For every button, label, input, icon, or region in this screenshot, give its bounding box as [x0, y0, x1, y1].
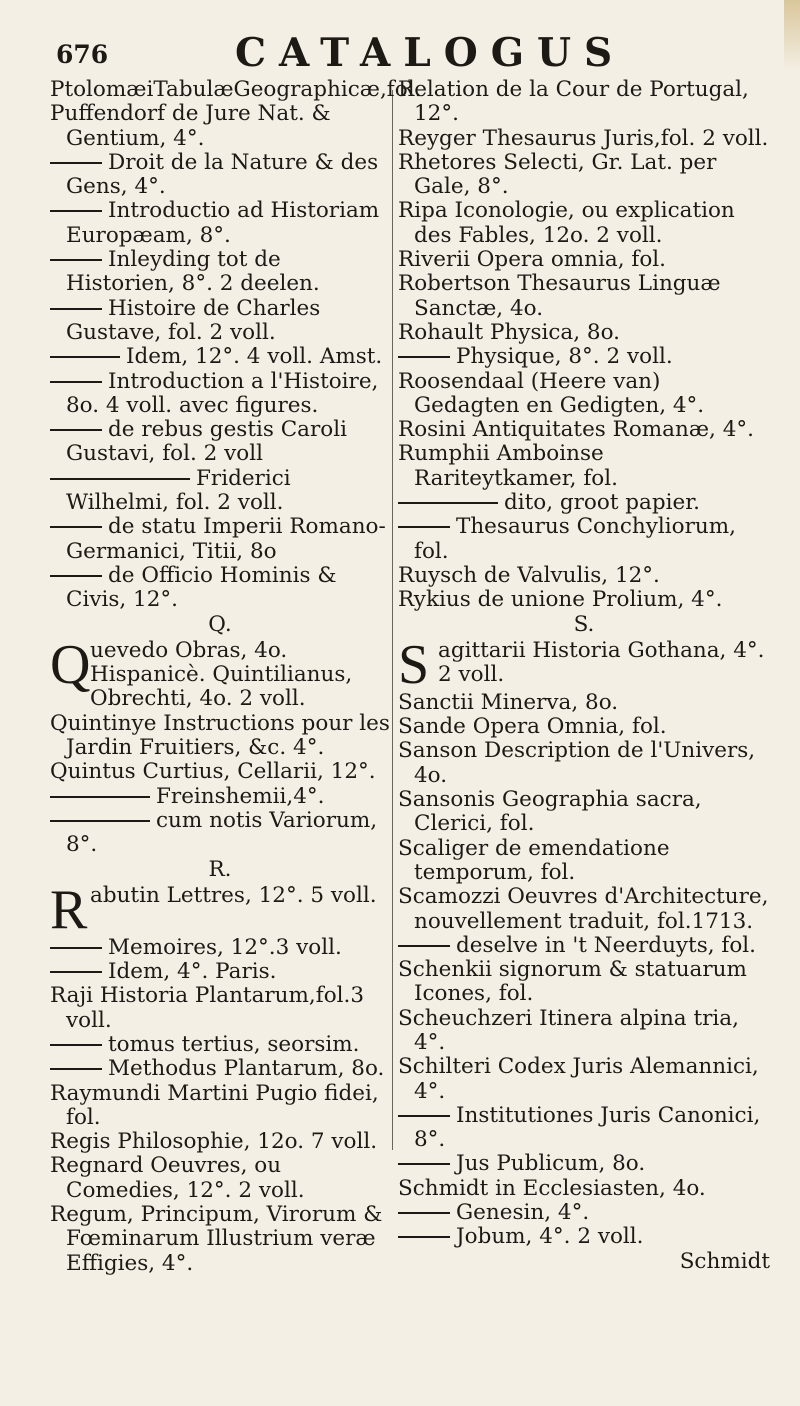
- ditto-dash: [50, 356, 120, 358]
- catalogue-entry: [50, 1033, 390, 1057]
- catalogue-entry: [50, 960, 390, 984]
- entry-text: Freinshemii,4°.: [156, 783, 325, 809]
- ditto-dash: [398, 356, 450, 358]
- entry-text: Sansonis Geographia sacra, Clerici, fol.: [398, 787, 702, 837]
- catalogue-entry: [398, 1225, 770, 1249]
- catalogue-entry: [398, 837, 770, 886]
- left-entries-p: [50, 77, 422, 613]
- dropcap-q: Q: [50, 633, 91, 696]
- entry-text: Raji Historia Plantarum,fol.3 voll.: [50, 983, 365, 1033]
- entry-text: Idem, 12°. 4 voll. Amst.: [126, 344, 383, 370]
- entry-text: Rhetores Selecti, Gr. Lat. per Gale, 8°.: [398, 149, 717, 200]
- catalogue-entry: [50, 418, 390, 467]
- entry-text: Roosendaal (Heere van) Gedagten en Gedigten, 4°.: [398, 368, 705, 418]
- entry-text: Introductio ad Historiam Europæam, 8°.: [66, 198, 380, 248]
- catalogue-entry: [50, 809, 390, 858]
- catalogue-entry: [50, 1154, 390, 1203]
- left-column: [50, 77, 422, 1276]
- catalogue-entry: [50, 1082, 390, 1131]
- catalogue-entry: abutin Lettres, 12°. 5 voll.: [90, 882, 377, 908]
- catalogue-entry: [398, 78, 770, 127]
- entry-text: Scheuchzeri Itinera alpina tria, 4°.: [398, 1005, 739, 1055]
- section-letter-s: S.: [573, 611, 595, 637]
- entry-text: Quintus Curtius, Cellarii, 12°.: [50, 759, 376, 785]
- catalogue-entry: [50, 564, 390, 613]
- ditto-dash: [50, 259, 102, 261]
- dropcap-r: R: [50, 878, 88, 941]
- entry-text: Regum, Principum, Virorum & Fœminarum Illustrium veræ Effigies, 4°.: [50, 1202, 383, 1276]
- ditto-dash: [398, 502, 498, 504]
- catalogue-entry: [50, 370, 390, 419]
- entry-text: Memoires, 12°.3 voll.: [108, 934, 342, 960]
- catalogue-entry: [50, 785, 390, 809]
- catalogue-entry: [50, 936, 390, 960]
- ditto-dash: [398, 1163, 450, 1165]
- ditto-dash: [398, 1212, 450, 1214]
- catalogue-entry: [398, 1177, 770, 1201]
- catalogue-entry: [398, 1104, 770, 1153]
- section-letter-r: R.: [208, 856, 232, 882]
- entry-text: Sande Opera Omnia, fol.: [398, 714, 667, 740]
- catchword: Schmidt: [679, 1248, 770, 1274]
- catalogue-entry: [398, 272, 770, 321]
- ditto-dash: [50, 162, 102, 164]
- ditto-dash: [50, 429, 102, 431]
- entry-text: Puffendorf de Jure Nat. & Gentium, 4°.: [50, 101, 331, 151]
- entry-text: Sanson Description de l'Univers, 4o.: [398, 738, 756, 788]
- entry-text: de statu Imperii Romano-Germanici, Titii, 8o: [66, 514, 386, 564]
- catalogue-entry: [50, 151, 390, 200]
- entry-text: Ripa Iconologie, ou explication des Fables, 12o. 2 voll.: [398, 198, 735, 248]
- entry-text: cum notis Variorum, 8°.: [66, 807, 378, 858]
- entry-text: tomus tertius, seorsim.: [108, 1031, 360, 1057]
- entry-text: Relation de la Cour de Portugal, 12°.: [398, 77, 749, 127]
- ditto-dash: [50, 796, 150, 798]
- catalogue-entry: [398, 691, 770, 715]
- entry-text: Introduction a l'Histoire, 8o. 4 voll. avec figures.: [66, 368, 379, 418]
- entry-text: Scaliger de emendatione temporum, fol.: [398, 835, 670, 885]
- entry-text: deselve in 't Neerduyts, fol.: [456, 932, 757, 958]
- entry-text: Idem, 4°. Paris.: [108, 959, 277, 985]
- ditto-dash: [50, 1068, 102, 1070]
- running-title: CATALOGUS: [235, 30, 626, 76]
- catalogue-entry: [50, 1203, 390, 1276]
- catalogue-entry: [398, 885, 770, 934]
- catalogue-entry: [398, 491, 770, 515]
- catalogue-entry: [398, 370, 770, 419]
- catalogue-entry: [398, 958, 770, 1007]
- entry-text: Rumphii Amboinse Rariteytkamer, fol.: [398, 441, 618, 491]
- catalogue-entry: [50, 1057, 390, 1081]
- catalogue-entry: [50, 712, 390, 761]
- catalogue-entry: [398, 418, 770, 442]
- page-corner-stain: [784, 0, 800, 70]
- catalogue-entry: [398, 1007, 770, 1056]
- catalogue-entry: uevedo Obras, 4o. Hispanicè. Quintilianus, Obrechti, 4o. 2 voll.: [90, 637, 353, 712]
- dropcap-entry-s: [398, 633, 770, 696]
- left-entries-r: [50, 936, 390, 1276]
- entry-text: Rosini Antiquitates Romanæ, 4°.: [398, 417, 754, 443]
- ditto-dash: [50, 575, 102, 577]
- right-column: [398, 78, 770, 1274]
- ditto-dash: [50, 308, 102, 310]
- catalogue-entry: [398, 588, 770, 612]
- page-header: [50, 26, 770, 76]
- entry-text: Institutiones Juris Canonici, 8°.: [414, 1102, 761, 1153]
- entry-text: Schenkii signorum & statuarum Icones, fol.: [398, 957, 747, 1007]
- catalogue-entry: [50, 248, 390, 297]
- catalogue-entry: [398, 345, 770, 369]
- catalogue-entry: [398, 788, 770, 837]
- page-number: 676: [56, 40, 109, 69]
- catalogue-entry: [50, 760, 390, 784]
- entry-text: Schmidt in Ecclesiasten, 4o.: [398, 1175, 706, 1201]
- entry-text: Riverii Opera omnia, fol.: [398, 247, 666, 273]
- catalogue-entry: [398, 515, 770, 564]
- entry-text: Physique, 8°. 2 voll.: [456, 344, 673, 370]
- catalogue-entry: [398, 1055, 770, 1104]
- entry-text: Schilteri Codex Juris Alemannici, 4°.: [398, 1054, 759, 1104]
- entry-text: dito, groot papier.: [504, 490, 700, 516]
- catalogue-entry: [50, 77, 422, 102]
- ditto-dash: [50, 1044, 102, 1046]
- entry-text: Droit de la Nature & des Gens, 4°.: [66, 149, 379, 200]
- entry-text: Friderici Wilhelmi, fol. 2 voll.: [66, 465, 291, 516]
- ditto-dash: [398, 1236, 450, 1238]
- dropcap-entry-q: [50, 633, 390, 712]
- catalogue-entry: [50, 467, 390, 516]
- catalogue-entry: [398, 127, 770, 151]
- entry-text: Methodus Plantarum, 8o.: [108, 1056, 385, 1082]
- catalogue-entry: [50, 515, 390, 564]
- ditto-dash: [50, 478, 190, 480]
- catalogue-entry: [50, 984, 390, 1033]
- catalogue-entry: [398, 715, 770, 739]
- section-letter-q: Q.: [208, 611, 232, 637]
- catalogue-entry: [50, 297, 390, 346]
- catalogue-entry: [50, 199, 390, 248]
- entry-text: Histoire de Charles Gustave, fol. 2 voll.: [66, 295, 321, 345]
- ditto-dash: [398, 526, 450, 528]
- entry-text: Reyger Thesaurus Juris,fol. 2 voll.: [398, 125, 769, 151]
- entry-text: Raymundi Martini Pugio fidei, fol.: [50, 1080, 379, 1130]
- catalogue-entry: agittarii Historia Gothana, 4°. 2 voll.: [438, 637, 765, 688]
- entry-text: Ruysch de Valvulis, 12°.: [398, 562, 660, 588]
- catalogue-entry: [398, 1201, 770, 1225]
- catalogue-entry: [50, 102, 390, 151]
- catalogue-entry: [50, 345, 390, 369]
- catalogue-entry: [398, 321, 770, 345]
- entry-text: de rebus gestis Caroli Gustavi, fol. 2 voll: [66, 417, 347, 467]
- ditto-dash: [50, 947, 102, 949]
- entry-text: Thesaurus Conchyliorum, fol.: [414, 514, 736, 564]
- dropcap-s: S: [398, 633, 430, 696]
- column-divider: [392, 90, 393, 1150]
- entry-text: Genesin, 4°.: [456, 1200, 590, 1226]
- entry-text: Jobum, 4°. 2 voll.: [456, 1224, 644, 1250]
- ditto-dash: [398, 945, 450, 947]
- entry-text: Rykius de unione Prolium, 4°.: [398, 587, 723, 613]
- catalogue-entry: [398, 739, 770, 788]
- entry-text: Inleyding tot de Historien, 8°. 2 deelen.: [66, 247, 320, 297]
- ditto-dash: [50, 381, 102, 383]
- right-entries-s: [398, 691, 770, 1250]
- ditto-dash: [50, 971, 102, 973]
- entry-text: Regis Philosophie, 12o. 7 voll.: [50, 1129, 378, 1155]
- ditto-dash: [398, 1115, 450, 1117]
- entry-text: de Officio Hominis & Civis, 12°.: [66, 562, 337, 613]
- catalogue-entry: [398, 442, 770, 491]
- ditto-dash: [50, 820, 150, 822]
- entry-text: Regnard Oeuvres, ou Comedies, 12°. 2 voll.: [50, 1153, 305, 1203]
- entry-text: Sanctii Minerva, 8o.: [398, 689, 619, 715]
- catalogue-entry: [398, 199, 770, 248]
- entry-text: Robertson Thesaurus Linguæ Sanctæ, 4o.: [398, 271, 721, 321]
- entry-text: Rohault Physica, 8o.: [398, 319, 620, 345]
- right-entries-r: [398, 78, 770, 613]
- entry-text: Jus Publicum, 8o.: [456, 1151, 646, 1177]
- catalogue-entry: [398, 248, 770, 272]
- entry-text: Scamozzi Oeuvres d'Architecture, nouvellement traduit, fol.1713.: [398, 884, 769, 934]
- ditto-dash: [50, 526, 102, 528]
- catalogue-entry: [398, 934, 770, 958]
- ditto-dash: [50, 210, 102, 212]
- catalogue-entry: [398, 151, 770, 200]
- catalogue-entry: [50, 1130, 390, 1154]
- catalogue-entry: [398, 1152, 770, 1176]
- left-entries-q: [50, 712, 390, 858]
- entry-text: PtolomæiTabulæGeographicæ,fol.: [50, 77, 422, 102]
- dropcap-entry-r: [50, 878, 390, 941]
- entry-text: Quintinye Instructions pour les Jardin Fruitiers, &c. 4°.: [50, 710, 390, 761]
- catalogue-entry: [398, 564, 770, 588]
